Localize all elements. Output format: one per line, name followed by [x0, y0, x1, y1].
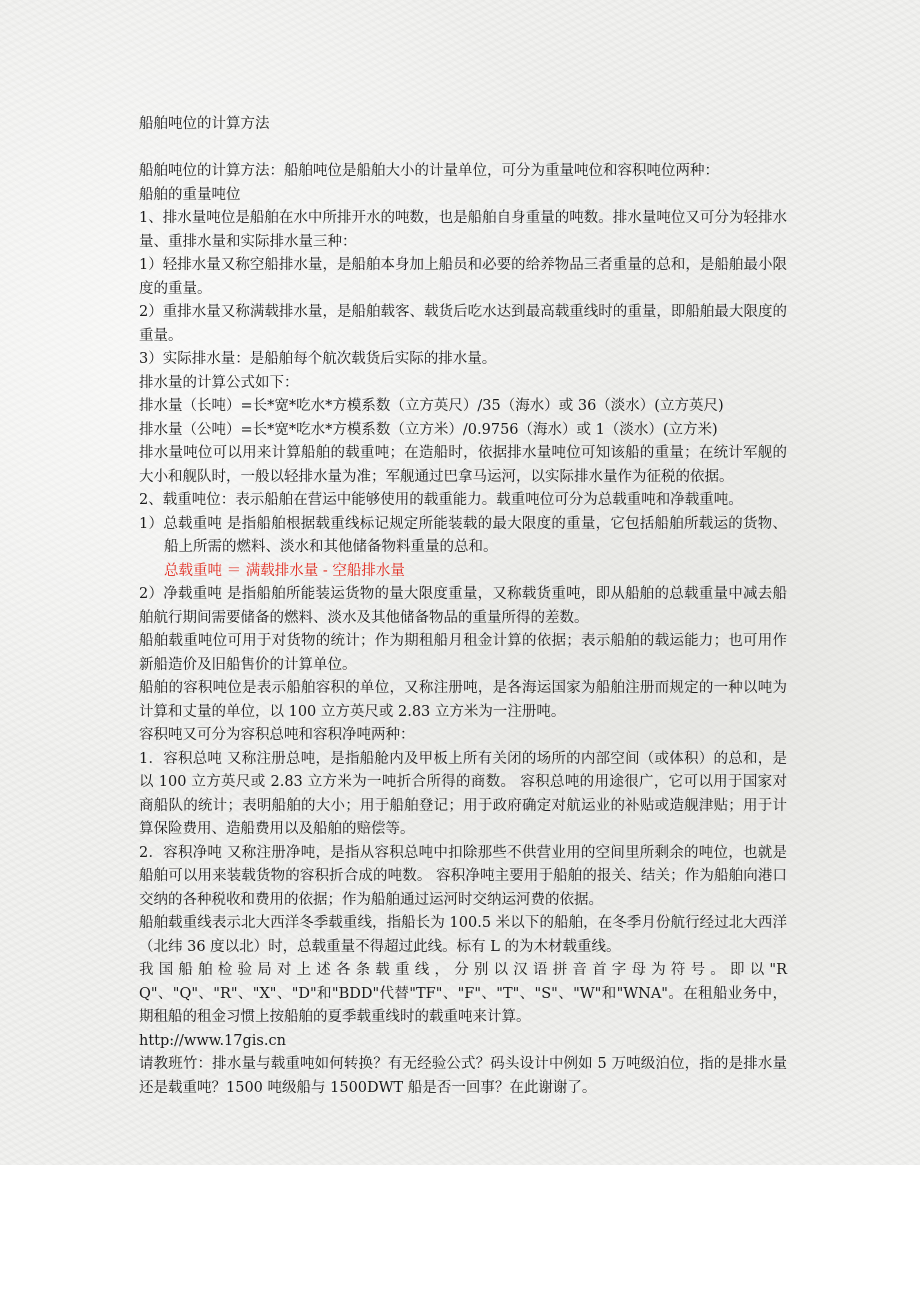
- paragraph-deadweight: 2、载重吨位：表示船舶在营运中能够使用的载重能力。载重吨位可分为总载重吨和净载重吨。: [139, 492, 743, 508]
- paragraph-displacement-usage: 排水量吨位可以用来计算船舶的载重吨；在造船时，依据排水量吨位可知该船的重量；在统计军舰的大小和舰队时，一般以轻排水量为准；军舰通过巴拿马运河，以实际排水量作为征税的依据。: [139, 445, 787, 485]
- paragraph-light-displacement: 1）轻排水量又称空船排水量，是船舶本身加上船员和必要的给养物品三者重量的总和，是船舶最小限度的重量。: [139, 257, 787, 297]
- document-title: 船舶吨位的计算方法: [139, 116, 270, 132]
- paragraph-displacement: 1、排水量吨位是船舶在水中所排开水的吨数，也是船舶自身重量的吨数。排水量吨位又可分为轻排水量、重排水量和实际排水量三种：: [139, 210, 787, 250]
- document-body: [139, 160, 787, 1100]
- paragraph-capacity-types: 容积吨又可分为容积总吨和容积净吨两种：: [139, 727, 415, 743]
- paragraph-formula-metric-ton: 排水量（公吨）=长*宽*吃水*方模系数（立方米）/0.9756（海水）或 1（淡水）(立方米): [139, 421, 718, 438]
- paragraph-load-line-symbols: 我国船舶检验局对上述各条载重线，分别以汉语拼音首字母为符号。即以"RQ"、"Q"、"R"、"X"、"D"和"BDD"代替"TF"、"F"、"T"、"S"、"W"和"WNA"。在租船业务中，期租船的租金习惯上按船舶的夏季载重线时的载重吨来计算。: [139, 962, 787, 1025]
- paragraph-net-deadweight: 2）净载重吨 是指船舶所能装运货物的量大限度重量，又称载货重吨，即从船舶的总载重量中减去船舶航行期间需要储备的燃料、淡水及其他储备物品的重量所得的差数。: [139, 586, 787, 626]
- paragraph-gross-tonnage: 1．容积总吨 又称注册总吨，是指船舱内及甲板上所有关闭的场所的内部空间（或体积）的总和，是以 100 立方英尺或 2.83 立方米为一吨折合所得的商数。 容积总吨的用途很广，它可以用于国家对商船队的统计；表明船舶的大小；用于船舶登记；用于政府确定对航运业的补贴或造舰津贴；用于计算保险费用、造船费用以及船舶的赔偿等。: [139, 750, 787, 837]
- paragraph-gross-deadweight: 1）总载重吨 是指船舶根据载重线标记规定所能装载的最大限度的重量，它包括船舶所载运的货物、船上所需的燃料、淡水和其他储备物料重量的总和。: [139, 515, 787, 555]
- paragraph-deadweight-usage: 船舶载重吨位可用于对货物的统计；作为期租船月租金计算的依据；表示船舶的载运能力；也可用作新船造价及旧船售价的计算单位。: [139, 633, 787, 673]
- paragraph-net-tonnage: 2．容积净吨 又称注册净吨，是指从容积总吨中扣除那些不供营业用的空间里所剩余的吨位，也就是船舶可以用来装载货物的容积折合成的吨数。 容积净吨主要用于船舶的报关、结关；作为船舶向港口交纳的各种税收和费用的依据；作为船舶通过运河时交纳运河费的依据。: [139, 844, 787, 908]
- paragraph-actual-displacement: 3）实际排水量：是船舶每个航次载货后实际的排水量。: [139, 351, 497, 367]
- paragraph-formula-intro: 排水量的计算公式如下：: [139, 374, 299, 391]
- heading-weight-tonnage: 船舶的重量吨位: [139, 186, 241, 203]
- paragraph-question: 请教班竹：排水量与载重吨如何转换？有无经验公式？码头设计中例如 5 万吨级泊位，指的是排水量还是载重吨？1500 吨级船与 1500DWT 船是否一回事？在此谢谢了。: [139, 1056, 787, 1096]
- paragraph-capacity-tonnage: 船舶的容积吨位是表示船舶容积的单位，又称注册吨，是各海运国家为船舶注册而规定的一种以吨为计算和丈量的单位，以 100 立方英尺或 2.83 立方米为一注册吨。: [139, 680, 787, 720]
- paragraph-load-line: 船舶载重线表示北大西洋冬季载重线，指船长为 100.5 米以下的船舶，在冬季月份航行经过北大西洋（北纬 36 度以北）时，总载重量不得超过此线。标有 L 的为木材载重线。: [139, 915, 787, 955]
- paragraph-full-displacement: 2）重排水量又称满载排水量，是船舶载客、载货后吃水达到最高载重线时的重量，即船舶最大限度的重量。: [139, 304, 787, 344]
- paragraph-deadweight-formula: 总载重吨 ＝ 满载排水量 - 空船排水量: [164, 562, 405, 579]
- paragraph-formula-long-ton: 排水量（长吨）=长*宽*吃水*方模系数（立方英尺）/35（海水）或 36（淡水）(立方英尺): [139, 398, 724, 414]
- source-url: http://www.17gis.cn: [139, 1032, 286, 1049]
- paragraph-intro: 船舶吨位的计算方法：船舶吨位是船舶大小的计量单位，可分为重量吨位和容积吨位两种：: [139, 163, 719, 179]
